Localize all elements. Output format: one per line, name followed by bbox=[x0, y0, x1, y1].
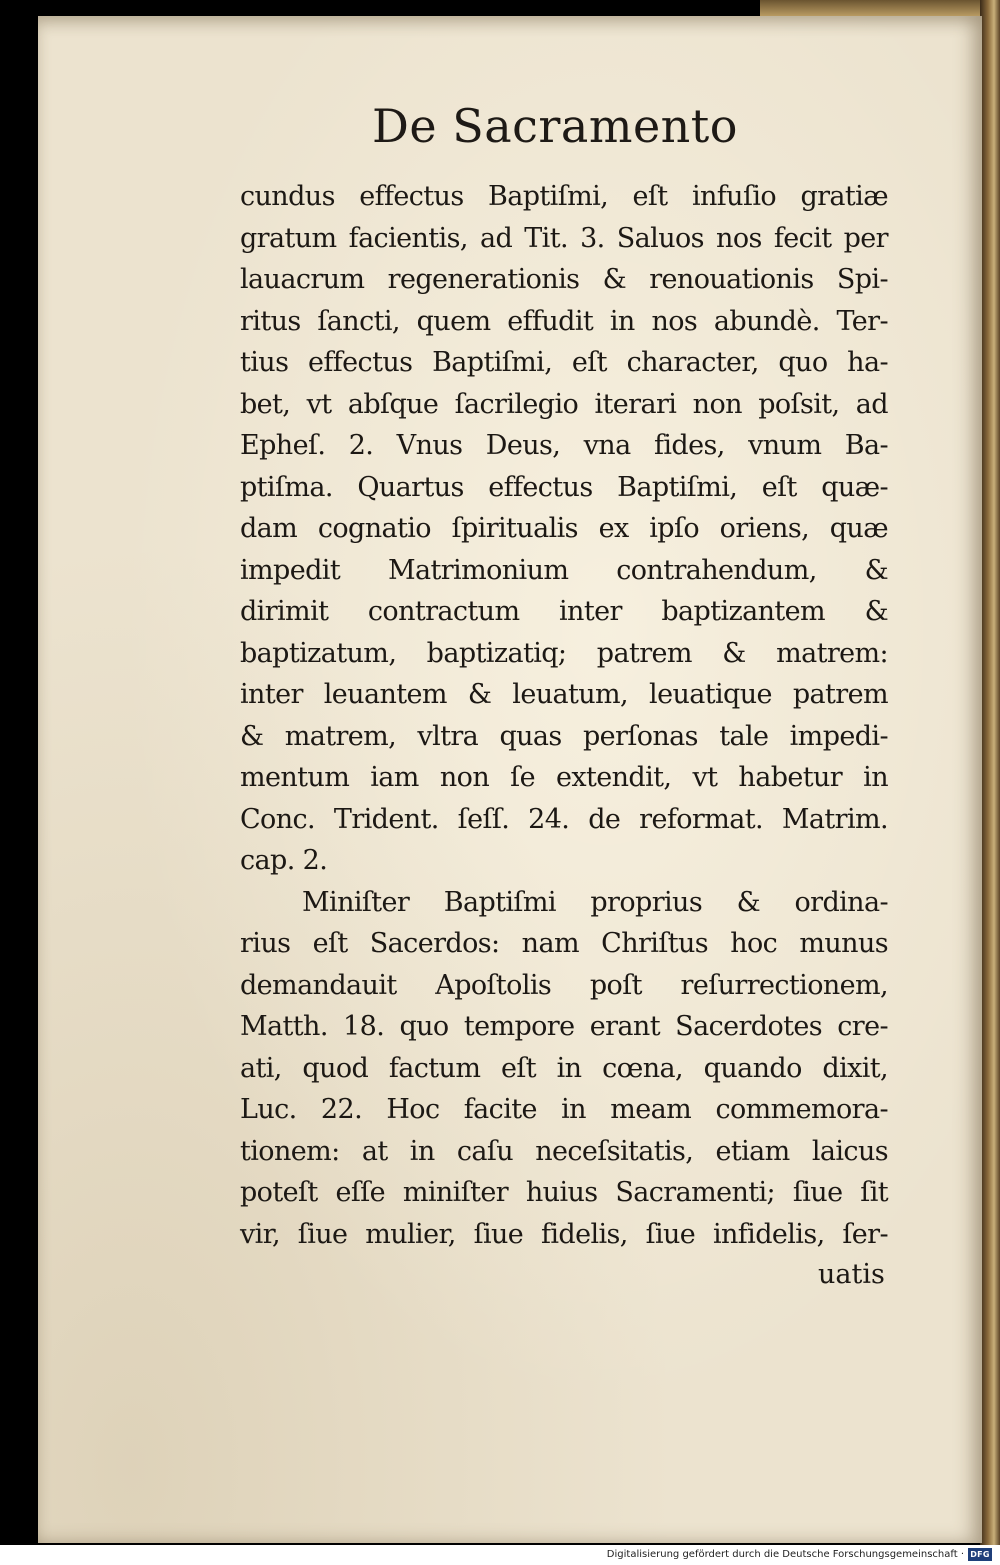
text-line: demandauit Apoſtolis poſt reſurrectionem, bbox=[240, 969, 888, 1001]
paragraph-start-line: Miniſter Baptiſmi proprius & ordina- bbox=[302, 886, 888, 918]
text-line: Epheſ. 2. Vnus Deus, vna fides, vnum Ba- bbox=[240, 430, 888, 461]
text-line: poteſt eſſe miniſter huius Sacramenti; ſiue ſit bbox=[240, 1177, 888, 1208]
text-line: cap. 2. bbox=[240, 845, 328, 876]
text-line: baptizatum, baptizatiq; patrem & matrem: bbox=[240, 637, 888, 669]
dfg-logo-icon: DFG bbox=[968, 1548, 992, 1561]
text-line: Conc. Trident. ſeſſ. 24. de reformat. Matrim. bbox=[240, 803, 888, 835]
text-line: vir, ſiue mulier, ſiue fidelis, ſiue infidelis, ſer- bbox=[240, 1218, 888, 1250]
text-line: impedit Matrimonium contrahendum, & bbox=[240, 554, 888, 586]
text-line: Luc. 22. Hoc facite in meam commemora- bbox=[240, 1094, 888, 1125]
running-head: De Sacramento bbox=[372, 99, 738, 153]
text-line: ptiſma. Quartus effectus Baptiſmi, eſt quæ- bbox=[240, 471, 888, 503]
text-line: mentum iam non ſe extendit, vt habetur in bbox=[240, 762, 888, 793]
text-line: lauacrum regenerationis & renouationis Spi- bbox=[240, 264, 888, 295]
text-line: bet, vt abſque ſacrilegio iterari non poſsit, ad bbox=[240, 388, 888, 420]
text-line: Matth. 18. quo tempore erant Sacerdotes cre- bbox=[240, 1011, 888, 1042]
text-line: ritus ſancti, quem effudit in nos abundè. Ter- bbox=[240, 305, 888, 337]
text-line: ati, quod factum eſt in cœna, quando dixit, bbox=[240, 1052, 888, 1084]
text-line: gratum facientis, ad Tit. 3. Saluos nos fecit per bbox=[240, 222, 888, 254]
text-line: dirimit contractum inter baptizantem & bbox=[240, 596, 888, 627]
text-line: inter leuantem & leuatum, leuatique patrem bbox=[240, 679, 888, 710]
book-binding-edge bbox=[980, 0, 1000, 1545]
book-top-edge bbox=[760, 0, 1000, 16]
text-line: cundus effectus Baptiſmi, eſt infuſio gratiæ bbox=[240, 181, 888, 212]
catchword: uatis bbox=[818, 1259, 885, 1290]
text-line: & matrem, vltra quas perſonas tale impedi- bbox=[240, 720, 888, 752]
text-line: dam cognatio ſpiritualis ex ipſo oriens, quæ bbox=[240, 513, 888, 544]
text-line: tionem: at in caſu neceſsitatis, etiam laicus bbox=[240, 1135, 888, 1167]
text-line: rius eſt Sacerdos: nam Chriſtus hoc munus bbox=[240, 928, 888, 959]
funding-credit: Digitalisierung gefördert durch die Deutsche Forschungsgemeinschaft · bbox=[606, 1549, 964, 1560]
text-line: tius effectus Baptiſmi, eſt character, quo ha- bbox=[240, 347, 888, 378]
page-text-block bbox=[240, 176, 888, 1255]
